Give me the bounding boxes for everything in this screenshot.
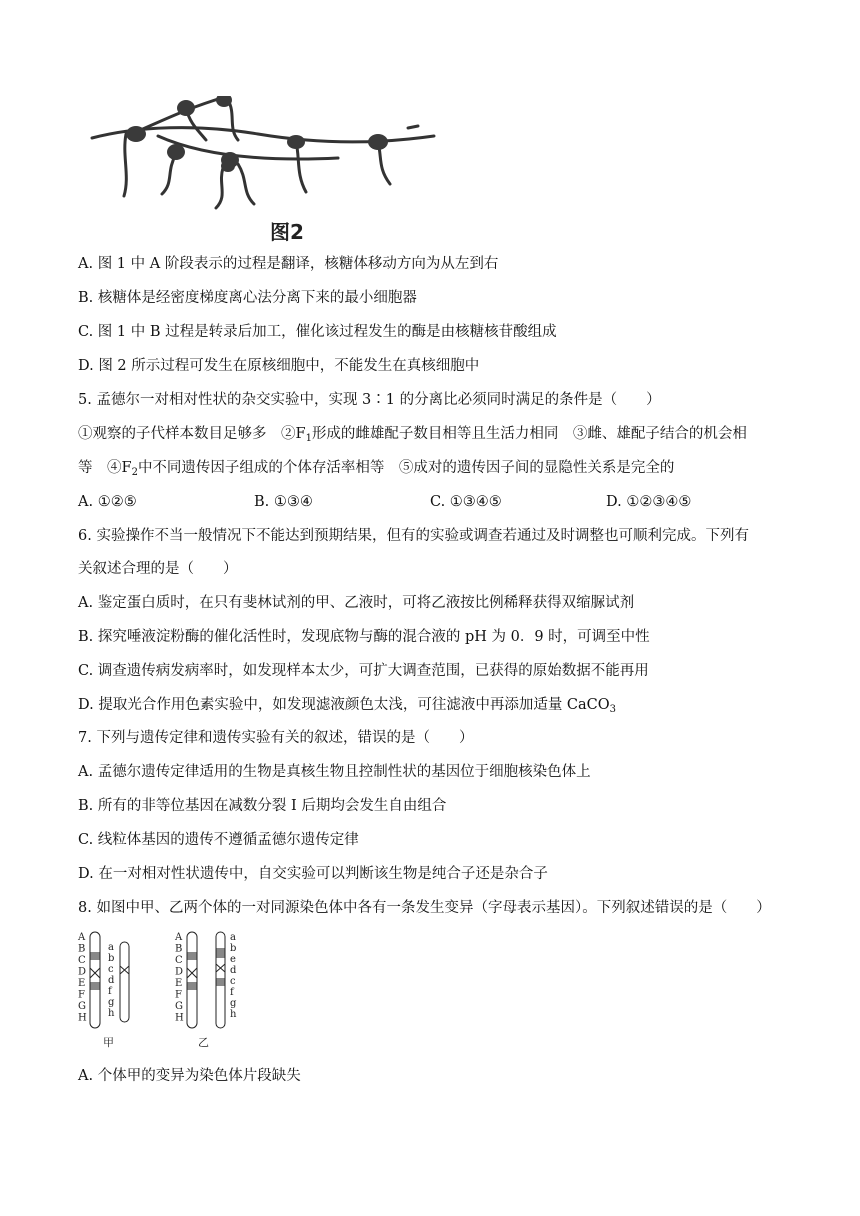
gene-label-yi-left: H [175,1012,184,1024]
gene-label-yi-left: E [175,978,183,989]
gene-label-jia-left: B [78,943,86,955]
q5-stem: 5. 孟德尔一对相对性状的杂交实验中，实现 3∶1 的分离比必须同时满足的条件是（ ） [78,392,661,408]
gene-label-yi-left: B [175,943,183,955]
figure-2-caption: 图2 [270,220,304,244]
gene-label-jia-right: d [108,975,115,986]
q5-option-d: D. ①②③④⑤ [606,494,692,510]
q4-option-d: D. 图 2 所示过程可发生在原核细胞中，不能发生在真核细胞中 [78,358,480,374]
q5-option-b: B. ①③④ [254,494,313,510]
q7-option-d: D. 在一对相对性状遗传中，自交实验可以判断该生物是纯合子还是杂合子 [78,866,548,882]
q5-conditions-line2: 等 $④F_2$中不同遗传因子组成的个体存活率相等 ⑤成对的遗传因子间的显隐性关系是完全的 [78,460,675,478]
gene-label-jia-right: b [108,953,115,964]
gene-label-jia-right: g [108,997,115,1008]
gene-label-yi-right: c [230,976,236,987]
q7-option-c: C. 线粒体基因的遗传不遵循孟德尔遗传定律 [78,832,359,848]
q6-option-d: D. 提取光合作用色素实验中，如发现滤液颜色太浅，可往滤液中再添加适量 CaCO$_3$ [78,697,617,715]
gene-label-jia-left: D [78,966,87,978]
gene-label-yi-left: G [175,1001,183,1012]
gene-label-jia-right: h [108,1008,115,1019]
q6-option-c: C. 调查遗传病发病率时，如发现样本太少，可扩大调查范围，已获得的原始数据不能再用 [78,663,649,679]
q6-option-a: A. 鉴定蛋白质时，在只有斐林试剂的甲、乙液时，可将乙液按比例稀释获得双缩脲试剂 [78,595,635,611]
q7-stem: 7. 下列与遗传定律和遗传实验有关的叙述，错误的是（ ） [78,730,474,746]
gene-label-jia-right: f [108,986,112,997]
figure-2-polysome [78,96,448,216]
gene-label-jia-left: G [78,1001,86,1012]
gene-label-yi-right: b [230,943,237,954]
gene-label-yi-left: C [175,955,183,966]
gene-label-jia-right: a [108,942,114,953]
gene-label-yi-right: f [230,987,234,998]
gene-label-jia-left: H [78,1012,87,1024]
q8-option-a: A. 个体甲的变异为染色体片段缺失 [78,1068,301,1084]
q5-option-c: C. ①③④⑤ [430,494,502,510]
gene-label-yi-left: A [175,932,183,943]
q7-option-a: A. 孟德尔遗传定律适用的生物是真核生物且控制性状的基因位于细胞核染色体上 [78,764,591,780]
gene-label-jia-right: c [108,964,114,975]
gene-label-yi-left: D [175,966,184,978]
q4-option-a: A. 图 1 中 A 阶段表示的过程是翻译，核糖体移动方向为从左到右 [78,256,499,272]
q5-options [78,492,778,512]
q8-label-yi: 乙 [198,1036,209,1049]
gene-label-jia-left: E [78,978,86,989]
q6-option-b: B. 探究唾液淀粉酶的催化活性时，发现底物与酶的混合液的 pH 为 0．9 时，可调至中性 [78,629,650,645]
q7-option-b: B. 所有的非等位基因在减数分裂 I 后期均会发生自由组合 [78,798,447,814]
q8-stem: 8. 如图中甲、乙两个体的一对同源染色体中各有一条发生变异（字母表示基因）。下列叙述错误的是（ ） [78,900,771,916]
q8-label-jia: 甲 [103,1036,114,1049]
gene-label-jia-left: C [78,955,86,966]
gene-label-yi-right: h [230,1009,237,1020]
gene-label-yi-right: g [230,998,237,1009]
gene-label-yi-right: a [230,932,236,943]
q4-option-c: C. 图 1 中 B 过程是转录后加工，催化该过程发生的酶是由核糖核苷酸组成 [78,324,557,340]
q5-option-a: A. ①②⑤ [78,494,137,510]
q6-stem-line2: 关叙述合理的是（ ） [78,561,238,577]
gene-label-yi-right: e [230,954,236,965]
gene-label-jia-left: A [78,932,86,943]
gene-label-jia-left: F [78,989,85,1001]
q8-chromosome-figure [70,928,250,1050]
q4-option-b: B. 核糖体是经密度梯度离心法分离下来的最小细胞器 [78,290,417,306]
q5-conditions-line1: ①观察的子代样本数目足够多 $②F_1$形成的雌雄配子数目相等且生活力相同 ③雌、雄配子结合的机会相 [78,426,747,444]
gene-label-yi-left: F [175,989,182,1001]
gene-label-yi-right: d [230,965,237,976]
q6-stem-line1: 6. 实验操作不当一般情况下不能达到预期结果，但有的实验或调查若通过及时调整也可顺利完成。下列有 [78,528,749,544]
